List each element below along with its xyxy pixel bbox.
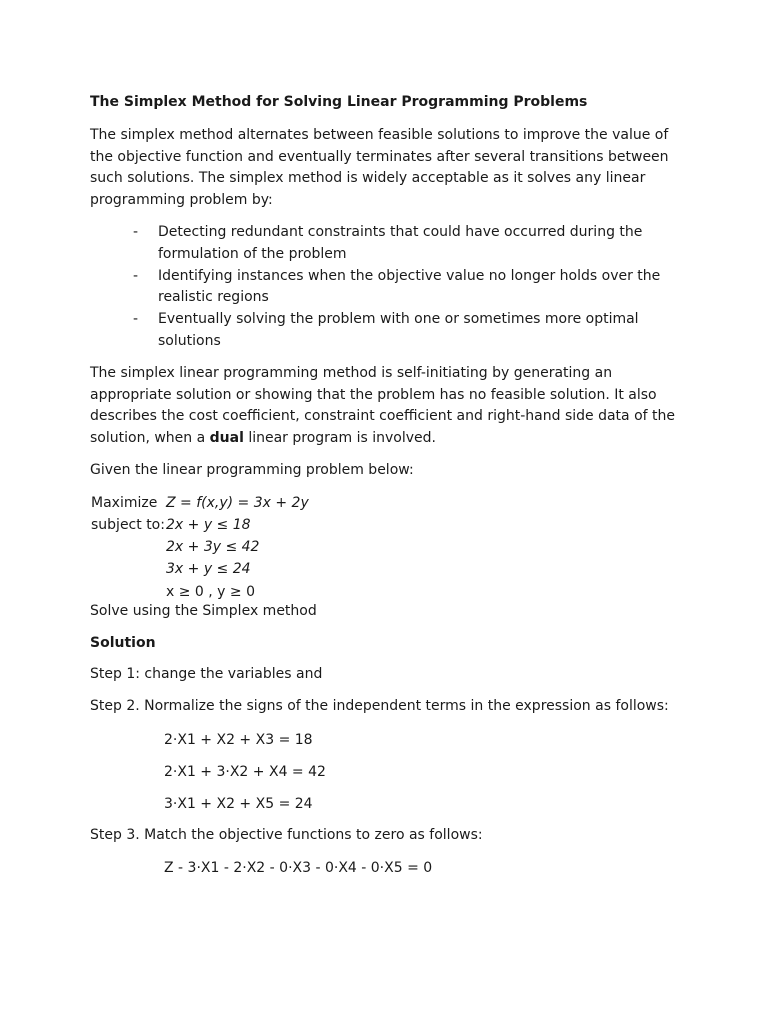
dual-paragraph-text-2: linear program is involved.	[243, 430, 436, 447]
lp-problem	[90, 492, 690, 623]
constraint-row	[90, 514, 690, 536]
objective-row	[90, 492, 690, 514]
maximize-label: Maximize	[91, 494, 158, 511]
step-2: Step 2. Normalize the signs of the independent terms in the expression as follows:	[90, 698, 669, 715]
document-body	[90, 92, 690, 889]
bullet-list	[90, 222, 690, 353]
intro-paragraph: The simplex method alternates between feasible solutions to improve the value of the objective function and eventually terminates after several transitions between such solutions. The simplex method is widely acceptable as it solves any linear programming problem by:	[90, 126, 669, 209]
nonnegativity-constraint: x ≥ 0 , y ≥ 0	[166, 583, 255, 600]
bullet-text: Eventually solving the problem with one or sometimes more optimal solutions	[158, 311, 639, 349]
bullet-text: Detecting redundant constraints that could have occurred during the formulation of the problem	[158, 223, 643, 262]
constraint-row	[90, 536, 690, 558]
bullet-text: Identifying instances when the objective value no longer holds over the realistic regions	[158, 267, 661, 306]
step-3: Step 3. Match the objective functions to zero as follows:	[90, 826, 483, 843]
equation: 2·X1 + X2 + X3 = 18	[164, 731, 313, 748]
bullet-marker: -	[133, 223, 139, 240]
list-item	[90, 222, 690, 266]
constraint: 2x + y ≤ 18	[166, 516, 251, 533]
nonnegativity-row	[90, 581, 690, 603]
constraint: 2x + 3y ≤ 42	[166, 539, 260, 556]
given-line: Given the linear programming problem below:	[90, 461, 414, 478]
list-item	[90, 309, 690, 353]
equation: 3·X1 + X2 + X5 = 24	[164, 795, 313, 812]
blank-label	[90, 558, 166, 580]
document-title: The Simplex Method for Solving Linear Programming Problems	[90, 94, 588, 110]
blank-label	[90, 581, 166, 603]
subject-to-label: subject to:	[91, 516, 165, 533]
bullet-marker: -	[133, 311, 139, 328]
step-1: Step 1: change the variables and	[90, 666, 323, 683]
list-item	[90, 266, 690, 310]
objective-equation: Z - 3·X1 - 2·X2 - 0·X3 - 0·X4 - 0·X5 = 0	[164, 859, 433, 876]
objective-function: Z = f(x,y) = 3x + 2y	[166, 494, 309, 511]
equation: 2·X1 + 3·X2 + X4 = 42	[164, 763, 326, 780]
constraint: 3x + y ≤ 24	[166, 561, 251, 578]
solve-instruction: Solve using the Simplex method	[90, 602, 317, 619]
dual-paragraph-text-1: The simplex linear programming method is self-initiating by generating an appropriate solution or showing that the problem has no feasible solution. It also describes the cost coefficient, constraint coefficient and right-hand side data of the solution, when a	[90, 364, 675, 447]
dual-bold-term: dual	[209, 430, 244, 447]
constraint-row	[90, 558, 690, 580]
blank-label	[90, 536, 166, 558]
bullet-marker: -	[133, 267, 139, 284]
dual-paragraph	[90, 363, 690, 450]
solution-heading: Solution	[90, 634, 156, 651]
